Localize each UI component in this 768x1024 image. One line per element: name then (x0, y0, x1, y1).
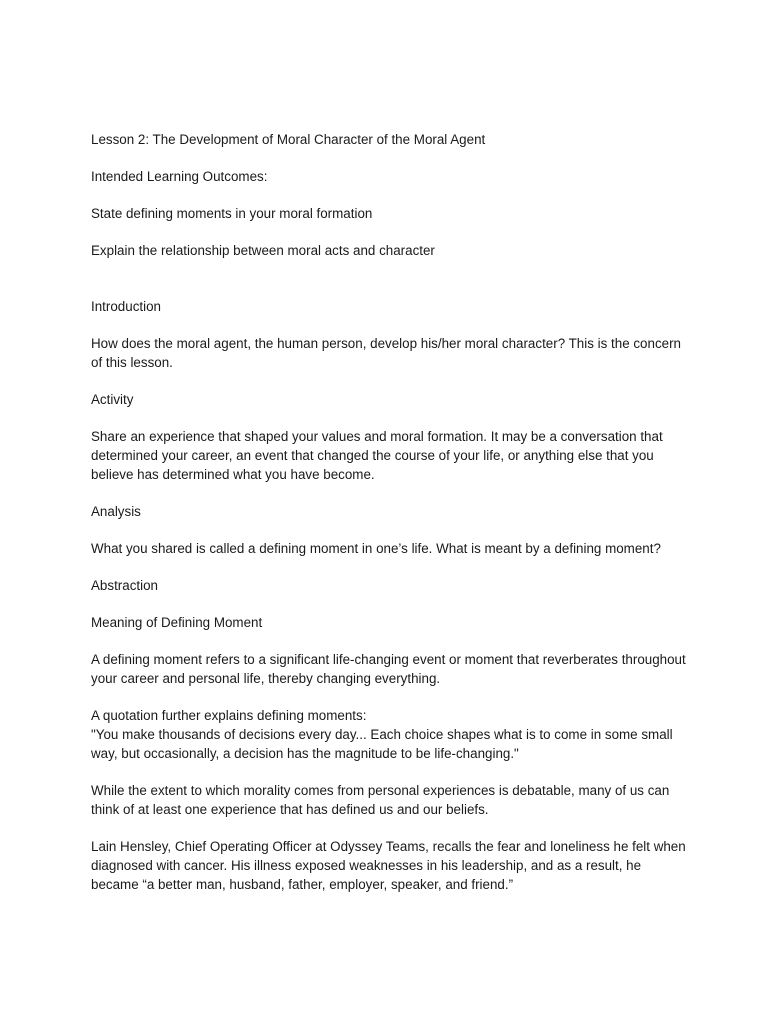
activity-paragraph: Share an experience that shaped your values and moral formation. It may be a conversation that determined your career, an event that changed the course of your life, or anything else that you believe has determined what you have become. (91, 429, 663, 482)
introduction-heading: Introduction (91, 299, 161, 314)
abstraction-heading: Abstraction (91, 578, 158, 593)
analysis-paragraph: What you shared is called a defining moment in one’s life. What is meant by a defining moment? (91, 541, 661, 556)
introduction-paragraph: How does the moral agent, the human person, develop his/her moral character? This is the concern of this lesson. (91, 336, 682, 370)
activity-heading: Activity (91, 392, 134, 407)
quotation-text: "You make thousands of decisions every day... Each choice shapes what is to come in some small way, but occasionally, a decision has the magnitude to be life-changing." (91, 727, 673, 761)
morality-paragraph: While the extent to which morality comes from personal experiences is debatable, many of us can think of at least one experience that has defined us and our beliefs. (91, 783, 670, 817)
hensley-paragraph: Lain Hensley, Chief Operating Officer at Odyssey Teams, recalls the fear and loneliness he felt when diagnosed with cancer. His illness exposed weaknesses in his leadership, and as a result, he became “a better man, husband, father, employer, speaker, and friend.” (91, 839, 686, 892)
outcomes-heading: Intended Learning Outcomes: (91, 169, 268, 184)
outcome-item: State defining moments in your moral formation (91, 206, 373, 221)
meaning-heading: Meaning of Defining Moment (91, 615, 263, 630)
quotation-block (91, 706, 691, 763)
analysis-heading: Analysis (91, 504, 141, 519)
quotation-intro: A quotation further explains defining moments: (91, 708, 367, 723)
document-body (91, 130, 691, 894)
outcome-item: Explain the relationship between moral acts and character (91, 243, 435, 258)
lesson-title: Lesson 2: The Development of Moral Character of the Moral Agent (91, 132, 486, 147)
meaning-paragraph: A defining moment refers to a significant life-changing event or moment that reverberates throughout your career and personal life, thereby changing everything. (91, 652, 686, 686)
